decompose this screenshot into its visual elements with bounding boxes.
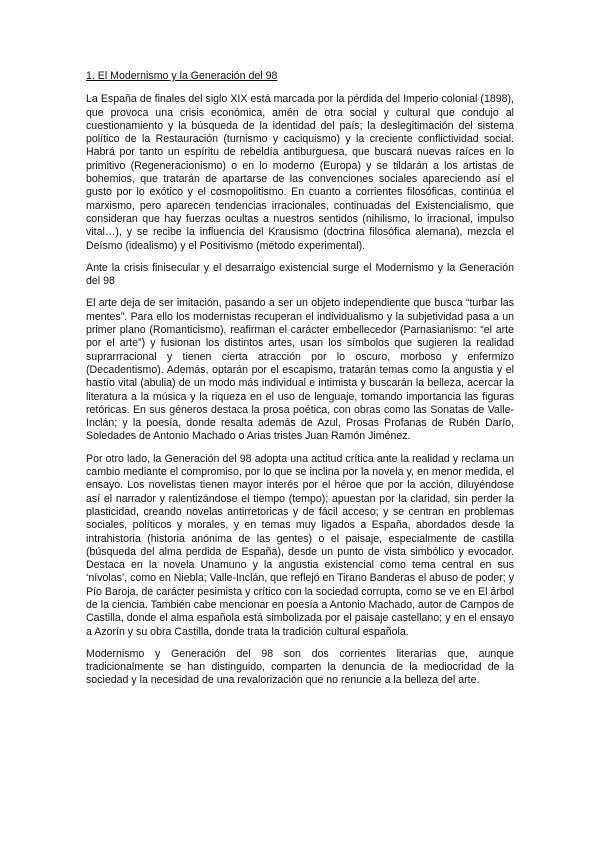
paragraph-transition: Ante la crisis finisecular y el desarraigo existencial surge el Modernismo y la Generación del 98 [86, 261, 514, 288]
paragraph-modernismo: El arte deja de ser imitación, pasando a ser un objeto independiente que busca “turbar las mentes”. Para ello los modernistas recuperan el individualismo y la subjetividad pasa a un primer plano (Romanticismo), reafirman el carácter embellecedor (Parnasianismo: “el arte por el arte”) y fusionan los distintos artes, usan los símbolos que sugieren la realidad suprarrracional y tienen cierta atracción por lo oscuro, morboso y enfermizo (Decadentismo). Además, optarán por el escapismo, tratarán temas como la angustia y el hastío vital (abulia) de un modo más individual e intimista y buscarán la belleza, acercar la literatura a la música y la riqueza en el uso de lenguaje, tomando importancia las figuras retóricas. En sus géneros destaca la prosa poética, con obras como las Sonatas de Valle-Inclán; y la poesía, donde resalta además de Azul, Prosas Profanas de Rubén Darío, Soledades de Antonio Machado o Arias tristes Juan Ramón Jiménez. [86, 297, 514, 443]
paragraph-generacion-98: Por otro lado, la Generación del 98 adopta una actitud crítica ante la realidad y reclama un cambio mediante el compromiso, por lo que se inclina por la novela y, en menor medida, el ensayo. Los novelistas tienen mayor interés por el héroe que por la acción, diluyéndose así el narrador y ralentizándose el tiempo (tempo); apuestan por la claridad, sin perder la plasticidad, creando novelas antirretoricas y de fácil acceso; y se centran en problemas sociales, políticos y morales, y en temas muy ligados a España, abordados desde la intrahistoria (historia anónima de las gentes) o el paisaje, especialmente de castilla (búsqueda del alma perdida de España), desde un punto de vista simbólico y evocador. Destaca en la novela Unamuno y la angustia existencial como tema central en sus ‘nívolas’, como en Niebla; Valle-Inclán, que reflejó en Tirano Banderas el abuso de poder; y Pío Baroja, de carácter pesimista y crítico con la sociedad corrupta, como se ve en El árbol de la ciencia. También cabe mencionar en poesía a Antonio Machado, autor de Campos de Castilla, donde el alma española está simbolizada por el paisaje castellano; y en el ensayo a Azorín y su obra Castilla, donde trata la tradición cultural española. [86, 452, 514, 638]
paragraph-conclusion: Modernismo y Generación del 98 son dos corrientes literarias que, aunque tradicionalmente se han distinguido, comparten la denuncia de la mediocridad de la sociedad y la necesidad de una revalorización que no renuncie a la belleza del arte. [86, 647, 514, 687]
section-heading: 1. El Modernismo y la Generación del 98 [86, 70, 278, 82]
document-body [86, 70, 514, 697]
paragraph-context: La España de finales del siglo XIX está marcada por la pérdida del Imperio colonial (1898), que provoca una crisis económica, amén de otra social y cultural que condujo al cuestionamiento y la búsqueda de la identidad del país; la deslegitimación del sistema político de la Restauración (turnismo y caciquismo) y la creciente conflictividad social. Habrá por tanto un espíritu de rebeldía antiburguesa, que buscará nuevas raíces en lo primitivo (Regeneracionismo) o en lo moderno (Europa) y se tildarán a los artistas de bohemios, que tratarán de apartarse de las convenciones sociales apareciendo así el gusto por lo exótico y el cosmopolitismo. En cuanto a corrientes filosóficas, continúa el marxismo, pero aparecen tendencias irracionales, continuadas del Existencialismo, que consideran que hay fuerzas ocultas a nuestros sentidos (nihilismo, lo irracional, impulso vital…), y se recibe la influencia del Krausismo (doctrina filosófica alemana), mezcla el Deísmo (idealismo) y el Positivismo (método experimental). [86, 93, 514, 252]
